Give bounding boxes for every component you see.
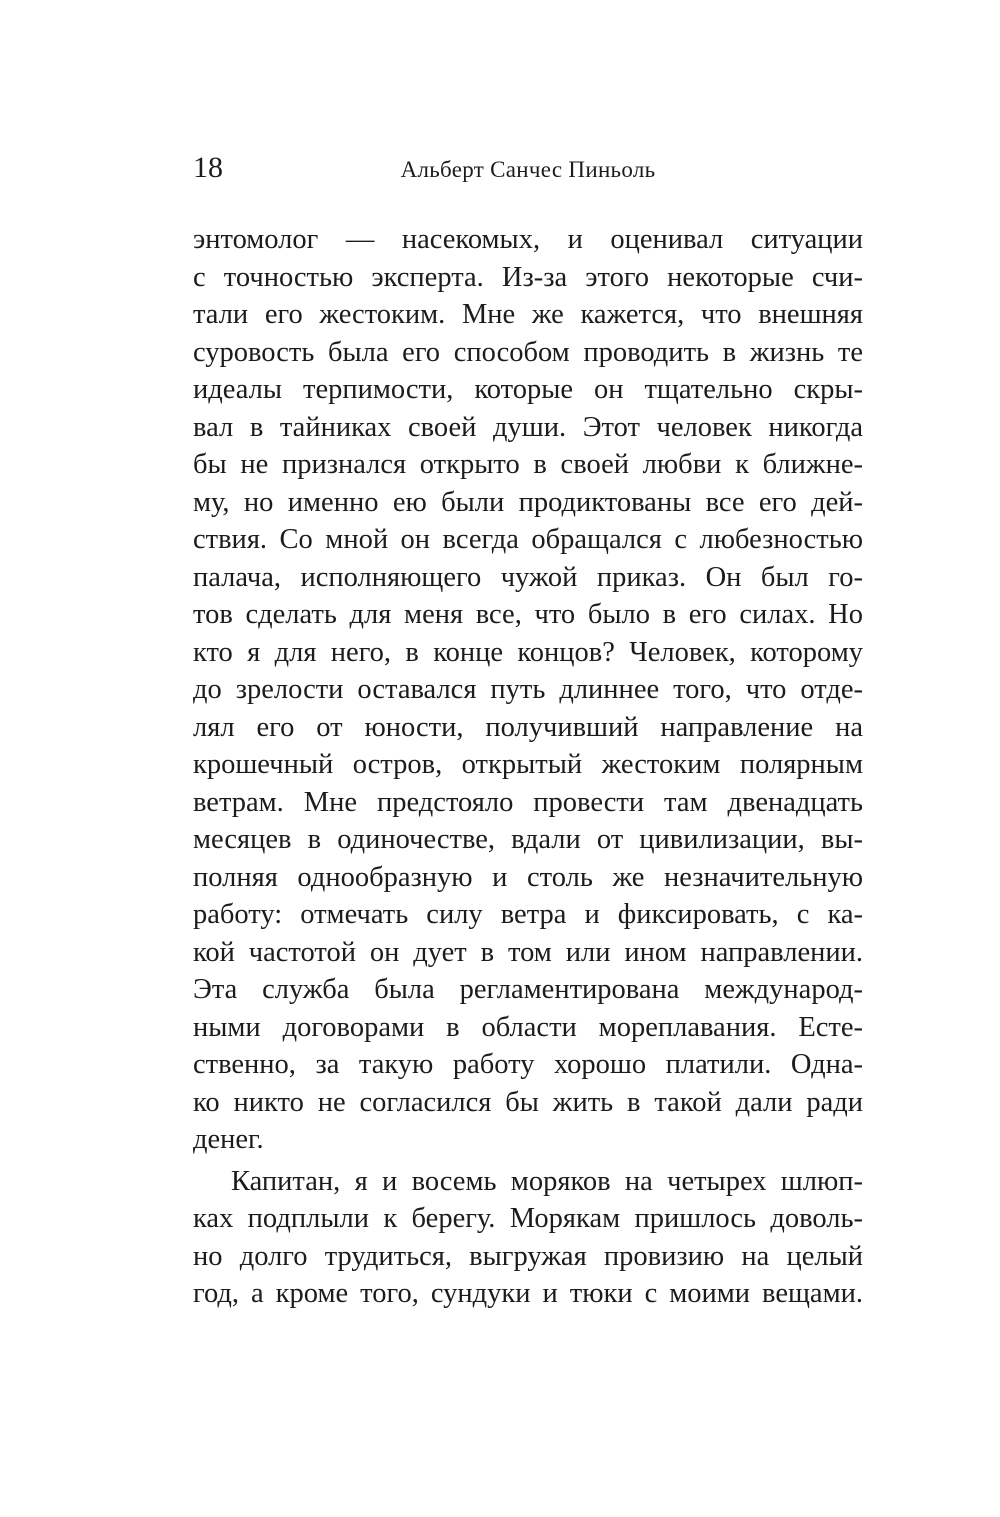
text-line: кто я для него, в конце концов? Человек, которому	[193, 636, 863, 668]
text-line: Капитан, я и восемь моряков на четырех шлюп-	[231, 1165, 863, 1197]
text-line: крошечный остров, открытый жестоким полярным	[193, 749, 863, 780]
page-number: 18	[193, 151, 223, 184]
text-line: с точностью эксперта. Из-за этого некоторые счи-	[193, 261, 863, 293]
text-line: ственно, за такую работу хорошо платили. Однa-	[193, 1049, 863, 1080]
text-line: работу: отмечать силу ветра и фиксировать, с ка-	[193, 899, 863, 930]
text-line: кой частотой он дует в том или ином направлении.	[193, 936, 863, 968]
text-line: энтомолог — насекомых, и оценивал ситуации	[193, 224, 863, 255]
running-title: Альберт Санчес Пиньоль	[400, 157, 656, 182]
text-line: му, но именно ею были продиктованы все его дей-	[193, 486, 863, 518]
text-line: год, а кроме того, сундуки и тюки с моими вещами.	[193, 1278, 863, 1309]
text-line: идеалы терпимости, которые он тщательно скры-	[193, 374, 863, 405]
paragraph-2	[193, 1163, 863, 1313]
text-line: до зрелости оставался путь длиннее того, что отде-	[193, 674, 863, 705]
text-line: ными договорами в области мореплавания. Есте-	[193, 1011, 863, 1043]
text-line: бы не признался открыто в своей любви к ближне-	[193, 449, 863, 480]
text-line: ко никто не согласился бы жить в такой дали ради	[193, 1086, 863, 1118]
text-line: месяцев в одиночестве, вдали от цивилизации, вы-	[193, 824, 863, 855]
text-line: лял его от юности, получивший направление на	[193, 711, 863, 743]
text-line: палача, исполняющего чужой приказ. Он был го-	[193, 561, 863, 593]
text-line: ветрам. Мне предстояло провести там двенадцать	[193, 786, 863, 818]
text-line: но долго трудиться, выгружая провизию на целый	[193, 1240, 863, 1272]
text-line: тов сделать для меня все, что было в его силах. Но	[193, 599, 863, 630]
paragraph-1	[193, 221, 863, 1159]
text-line: ствия. Со мной он всегда обращался с любезностью	[193, 524, 863, 555]
text-line: Эта служба была регламентирована международ-	[193, 974, 863, 1005]
text-line: тали его жестоким. Мне же кажется, что внешняя	[193, 299, 863, 330]
text-line: денег.	[193, 1124, 264, 1155]
text-line: полняя однообразную и столь же незначительную	[193, 861, 863, 893]
running-head	[193, 148, 863, 188]
text-line: суровость была его способом проводить в жизнь те	[193, 336, 863, 368]
text-line: ках подплыли к берегу. Морякам пришлось доволь-	[193, 1203, 863, 1234]
body-text	[193, 221, 863, 1313]
text-line: вал в тайниках своей души. Этот человек никогда	[193, 411, 863, 443]
